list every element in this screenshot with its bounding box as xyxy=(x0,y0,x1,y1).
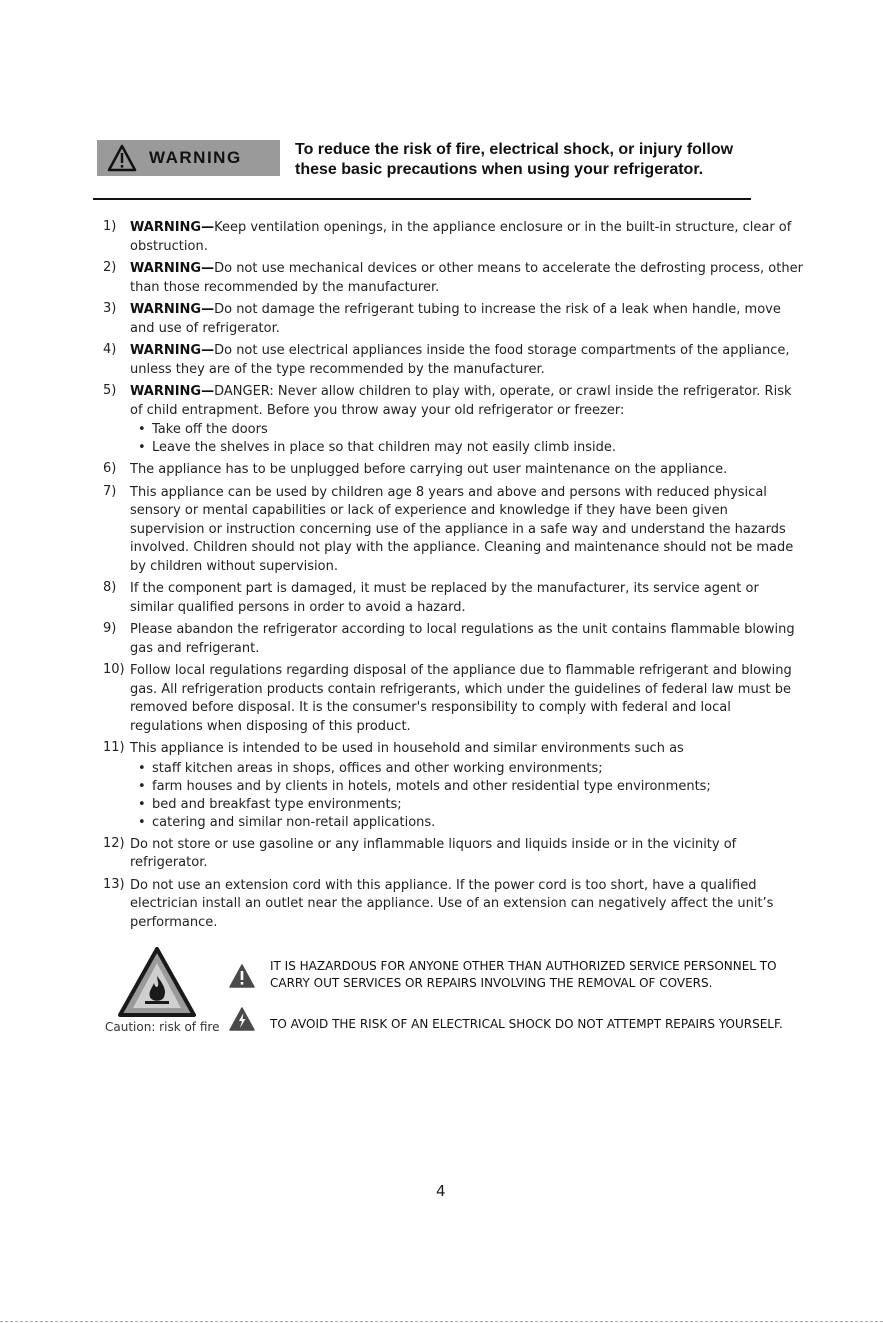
list-item-text xyxy=(130,621,803,658)
warning-prefix: WARNING— xyxy=(130,384,215,399)
list-item xyxy=(103,260,803,297)
list-item-number: 4) xyxy=(103,342,117,357)
list-item-body: Do not use mechanical devices or other means to accelerate the defrosting process, other than those recommended by the manufacturer. xyxy=(130,261,803,295)
page-number: 4 xyxy=(436,1182,446,1200)
list-item-number: 6) xyxy=(103,461,117,476)
list-item-number: 10) xyxy=(103,662,125,677)
list-item xyxy=(103,740,803,832)
list-item-body: The appliance has to be unplugged before carrying out user maintenance on the appliance. xyxy=(130,462,728,477)
list-item xyxy=(103,461,803,480)
page-edge xyxy=(0,1321,883,1322)
list-item xyxy=(103,580,803,617)
warning-prefix: WARNING— xyxy=(130,261,215,276)
list-item xyxy=(103,836,803,873)
bullet-item: • catering and similar non-retail applications. xyxy=(130,814,803,832)
title-line-2: these basic precautions when using your refrigerator. xyxy=(295,161,704,178)
list-item xyxy=(103,342,803,379)
bullet-item: • Leave the shelves in place so that children may not easily climb inside. xyxy=(130,439,803,457)
list-item xyxy=(103,662,803,736)
bullet-list xyxy=(130,760,803,832)
warning-prefix: WARNING— xyxy=(130,343,215,358)
list-item-number: 8) xyxy=(103,580,117,595)
bullet-item: • farm houses and by clients in hotels, motels and other residential type environments; xyxy=(130,778,803,796)
list-item-text xyxy=(130,301,803,338)
warning-badge-label: WARNING xyxy=(149,148,242,167)
list-item-number: 13) xyxy=(103,876,125,892)
list-item xyxy=(103,877,803,933)
list-item-text xyxy=(130,580,803,617)
list-item-text xyxy=(130,342,803,379)
warning-prefix: WARNING— xyxy=(130,220,215,235)
list-item-body: Keep ventilation openings, in the appliance enclosure or in the built-in structure, clear of obstruction. xyxy=(130,220,792,254)
list-item-number: 12) xyxy=(103,835,125,851)
title-line-1: To reduce the risk of fire, electrical shock, or injury follow xyxy=(295,141,734,158)
electrical-shock-icon xyxy=(229,1007,255,1031)
list-item-number: 5) xyxy=(103,383,117,398)
list-item-body: Do not damage the refrigerant tubing to increase the risk of a leak when handle, move and use of refrigerator. xyxy=(130,302,781,336)
page-title xyxy=(295,140,765,180)
precautions-list xyxy=(103,219,803,932)
fire-caption: Caution: risk of fire xyxy=(105,1020,220,1034)
warning-triangle-icon xyxy=(107,144,137,172)
electrical-shock-notice: TO AVOID THE RISK OF AN ELECTRICAL SHOCK DO NOT ATTEMPT REPAIRS YOURSELF. xyxy=(270,1017,783,1031)
list-item-text xyxy=(130,260,803,297)
bullet-list xyxy=(130,421,803,457)
list-item xyxy=(103,383,803,457)
list-item-text xyxy=(130,662,803,736)
list-item-number: 7) xyxy=(103,483,117,499)
warning-badge xyxy=(97,140,280,176)
fire-hazard-icon xyxy=(117,946,197,1018)
list-item-text xyxy=(130,219,803,256)
list-item-body: Do not use an extension cord with this appliance. If the power cord is too short, have a qualified electrician install an outlet near the appliance. Use of an extension can negatively affect the unit’s performance. xyxy=(130,877,774,930)
exclamation-warning-icon xyxy=(229,964,255,988)
service-personnel-notice: IT IS HAZARDOUS FOR ANYONE OTHER THAN AUTHORIZED SERVICE PERSONNEL TO CARRY OUT SERVICES OR REPAIRS INVOLVING THE REMOVAL OF COVERS. xyxy=(270,959,777,990)
list-item-text xyxy=(130,740,803,759)
list-item-body: DANGER: Never allow children to play with, operate, or crawl inside the refrigerator. Risk of child entrapment. Before you throw away your old refrigerator or freezer: xyxy=(130,384,792,418)
list-item-body: This appliance is intended to be used in household and similar environments such as xyxy=(130,741,684,756)
list-item-body: This appliance can be used by children age 8 years and above and persons with reduced physical sensory or mental capabilities or lack of experience and knowledge if they have been given supervision or instruction concerning use of the appliance in a safe way and understand the hazards involved. Children should not play with the appliance. Cleaning and maintenance should not be made by children without supervision. xyxy=(130,484,794,574)
list-item-number: 3) xyxy=(103,301,117,316)
list-item-body: Please abandon the refrigerator according to local regulations as the unit contains flammable blowing gas and refrigerant. xyxy=(130,622,795,656)
list-item-number: 2) xyxy=(103,260,117,275)
list-item xyxy=(103,219,803,256)
list-item-text xyxy=(130,877,803,933)
list-item-body: Do not store or use gasoline or any inflammable liquors and liquids inside or in the vicinity of refrigerator. xyxy=(130,836,737,870)
list-item-body: Follow local regulations regarding disposal of the appliance due to flammable refrigerant and blowing gas. All refrigeration products contain refrigerants, which under the guidelines of federal law must be removed before disposal. It is the consumer's responsibility to comply with federal and local regulations when disposing of this product. xyxy=(130,663,792,734)
bullet-item: • Take off the doors xyxy=(130,421,803,439)
list-item xyxy=(103,621,803,658)
list-item-body: Do not use electrical appliances inside the food storage compartments of the appliance, unless they are of the type recommended by the manufacturer. xyxy=(130,343,790,377)
warning-prefix: WARNING— xyxy=(130,302,215,317)
list-item-text xyxy=(130,836,803,873)
list-item-number: 9) xyxy=(103,621,117,636)
list-item-number: 11) xyxy=(103,740,125,755)
list-item xyxy=(103,484,803,577)
list-item-text xyxy=(130,383,803,420)
bullet-item: • bed and breakfast type environments; xyxy=(130,796,803,814)
list-item-body: If the component part is damaged, it must be replaced by the manufacturer, its service agent or similar qualified persons in order to avoid a hazard. xyxy=(130,581,759,615)
list-item xyxy=(103,301,803,338)
list-item-number: 1) xyxy=(103,219,117,234)
bullet-item: • staff kitchen areas in shops, offices and other working environments; xyxy=(130,760,803,778)
list-item-text xyxy=(130,461,803,480)
list-item-text xyxy=(130,484,803,577)
header-divider xyxy=(93,198,751,200)
